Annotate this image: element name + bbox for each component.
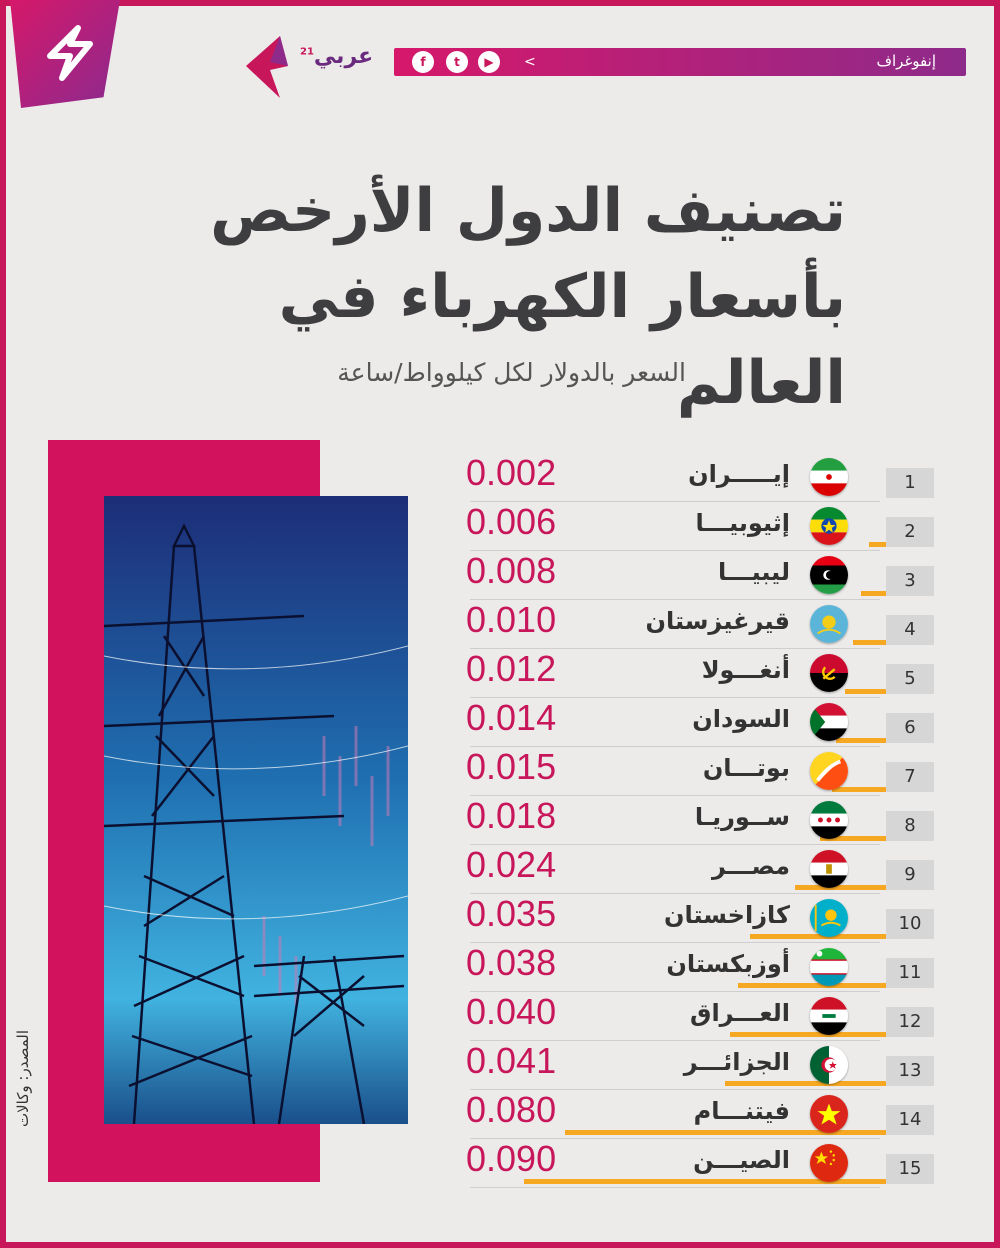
value-bar xyxy=(524,1179,934,1184)
table-row xyxy=(460,599,940,652)
iran-flag-icon xyxy=(810,458,848,496)
arabi21-logo-icon xyxy=(40,22,100,82)
country-name: قيرغيزستان xyxy=(645,607,790,635)
country-name: إيـــــران xyxy=(688,460,790,488)
subtitle: السعر بالدولار لكل كيلوواط/ساعة xyxy=(337,358,686,387)
corner-logo xyxy=(10,0,120,108)
country-name: ســوريـا xyxy=(694,803,790,831)
page-title xyxy=(126,168,846,426)
table-row xyxy=(460,844,940,897)
country-name: إثيوبيـــا xyxy=(695,509,790,537)
rank-number: 4 xyxy=(886,615,934,645)
source-credit: المصدر: وكالات xyxy=(14,1030,32,1127)
rank-number: 2 xyxy=(886,517,934,547)
rank-number: 1 xyxy=(886,468,934,498)
kyrgyzstan-flag-icon xyxy=(810,605,848,643)
title-line-1: تصنيف الدول الأرخص xyxy=(210,176,846,246)
rank-number: 6 xyxy=(886,713,934,743)
brand-name: عربي$^{21}$ xyxy=(300,44,374,69)
country-name: أنغـــولا xyxy=(701,656,790,684)
country-name: أوزبكستان xyxy=(666,950,790,978)
country-name: الجزائـــر xyxy=(683,1048,790,1076)
table-row xyxy=(460,746,940,799)
egypt-flag-icon xyxy=(810,850,848,888)
value-bar xyxy=(565,1130,934,1135)
table-row xyxy=(460,1138,940,1191)
chevron-icon: < xyxy=(524,54,536,70)
rank-number: 9 xyxy=(886,860,934,890)
price-value: 0.041 xyxy=(466,1040,557,1081)
power-tower-photo xyxy=(104,496,408,1124)
country-name: مصـــر xyxy=(711,852,790,880)
table-row xyxy=(460,648,940,701)
price-value: 0.014 xyxy=(466,697,557,738)
twitter-icon[interactable]: t xyxy=(446,51,468,73)
rank-number: 14 xyxy=(886,1105,934,1135)
bhutan-flag-icon xyxy=(810,752,848,790)
sudan-flag-icon xyxy=(810,703,848,741)
rank-number: 15 xyxy=(886,1154,934,1184)
vietnam-flag-icon xyxy=(810,1095,848,1133)
country-name: الصيـــن xyxy=(693,1146,790,1174)
rank-number: 11 xyxy=(886,958,934,988)
table-row xyxy=(460,942,940,995)
facebook-icon[interactable]: f xyxy=(412,51,434,73)
top-border xyxy=(0,0,1000,6)
table-row xyxy=(460,991,940,1044)
rank-number: 10 xyxy=(886,909,934,939)
section-label: إنفوغراف xyxy=(876,52,936,70)
rank-number: 5 xyxy=(886,664,934,694)
price-value: 0.038 xyxy=(466,942,557,983)
price-value: 0.002 xyxy=(466,452,557,493)
rank-number: 12 xyxy=(886,1007,934,1037)
country-name: فيتنـــام xyxy=(693,1097,790,1125)
price-value: 0.006 xyxy=(466,501,557,542)
price-value: 0.008 xyxy=(466,550,557,591)
rank-number: 8 xyxy=(886,811,934,841)
uzbekistan-flag-icon xyxy=(810,948,848,986)
libya-flag-icon xyxy=(810,556,848,594)
table-row xyxy=(460,893,940,946)
country-name: بوتـــان xyxy=(702,754,790,782)
table-row xyxy=(460,452,940,505)
ranking-table xyxy=(460,452,940,1196)
price-value: 0.035 xyxy=(466,893,557,934)
price-value: 0.024 xyxy=(466,844,557,885)
price-value: 0.080 xyxy=(466,1089,557,1130)
china-flag-icon xyxy=(810,1144,848,1182)
rank-number: 13 xyxy=(886,1056,934,1086)
iraq-flag-icon xyxy=(810,997,848,1035)
table-row xyxy=(460,550,940,603)
rank-number: 7 xyxy=(886,762,934,792)
angola-flag-icon xyxy=(810,654,848,692)
header-bar xyxy=(394,48,966,76)
price-value: 0.018 xyxy=(466,795,557,836)
algeria-flag-icon xyxy=(810,1046,848,1084)
country-name: العـــراق xyxy=(689,999,790,1027)
price-value: 0.010 xyxy=(466,599,557,640)
country-name: السودان xyxy=(692,705,790,733)
title-line-2: بأسعار الكهرباء في العالم xyxy=(278,262,846,418)
table-row xyxy=(460,1040,940,1093)
price-value: 0.012 xyxy=(466,648,557,689)
syria-flag-icon xyxy=(810,801,848,839)
table-row xyxy=(460,501,940,554)
country-name: ليبيـــا xyxy=(717,558,790,586)
table-row xyxy=(460,1089,940,1142)
price-value: 0.040 xyxy=(466,991,557,1032)
table-row xyxy=(460,697,940,750)
youtube-icon[interactable]: ▶ xyxy=(478,51,500,73)
price-value: 0.015 xyxy=(466,746,557,787)
table-row xyxy=(460,795,940,848)
price-value: 0.090 xyxy=(466,1138,557,1179)
country-name: كازاخستان xyxy=(663,901,790,929)
ethiopia-flag-icon xyxy=(810,507,848,545)
row-separator xyxy=(470,1187,880,1188)
kazakhstan-flag-icon xyxy=(810,899,848,937)
rank-number: 3 xyxy=(886,566,934,596)
